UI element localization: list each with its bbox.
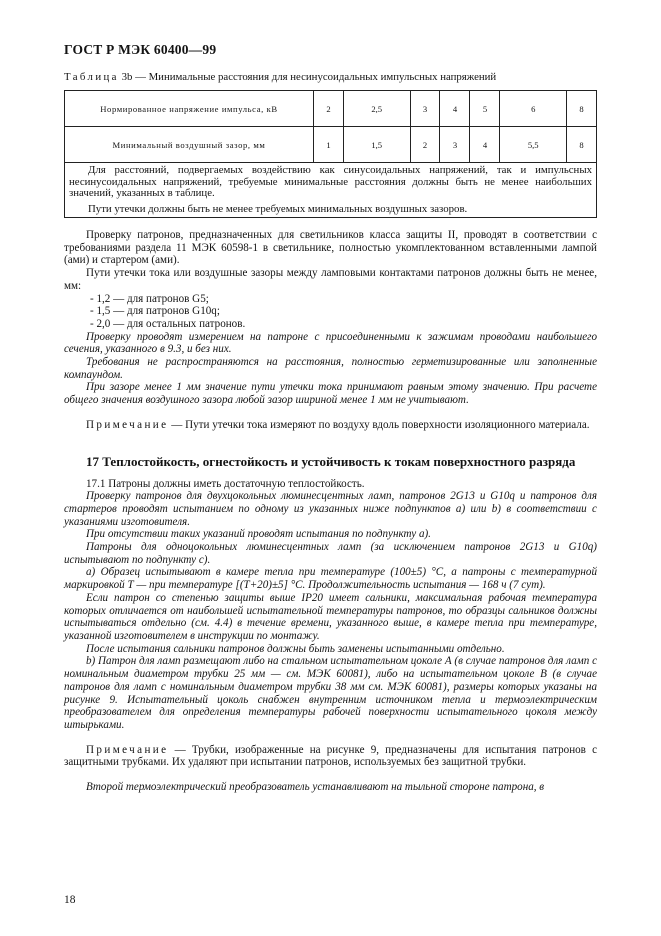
table-cell: 8 <box>566 127 596 163</box>
table-caption <box>64 71 496 83</box>
section-title: Теплостойкость, огнестойкость и устойчивость к токам поверхностного разряда <box>102 453 576 469</box>
paragraph: Проверку патронов, предназначенных для светильников класса защиты II, проводят в соответствии с требованиями раздела 11 МЭК 60598-1 в светильнике, полностью укомплектованном вставленными лампой (ами) и стартером (ами). <box>64 229 597 267</box>
table-caption-text: 3b — Минимальные расстояния для несинусоидальных импульсных напряжений <box>118 71 497 83</box>
note-label: Примечание <box>86 418 169 431</box>
table-cell: 4 <box>470 127 500 163</box>
note-label: Примечание <box>86 743 169 756</box>
document-body <box>64 229 597 794</box>
note <box>64 744 597 769</box>
table-row <box>65 91 597 127</box>
paragraph: Второй термоэлектрический преобразователь устанавливают на тыльной стороне патрона, в <box>86 781 545 794</box>
table-cell: 3 <box>440 127 470 163</box>
row-label: Нормированное напряжение импульса, кВ <box>65 91 314 127</box>
table-note <box>65 163 597 218</box>
table-cell: 3 <box>410 91 440 127</box>
paragraph: Требования не распространяются на расстояния, полностью герметизированные или заполненные компаундом. <box>64 356 597 381</box>
note-text: — Трубки, изображенные на рисунке 9, предназначены для испытания патронов с защитными трубками. Их удаляют при испытании патронов, используемых без защитной трубки. <box>64 743 597 769</box>
paragraph: После испытания сальники патронов должны быть заменены испытанными отдельно. <box>86 642 505 655</box>
paragraph: Пути утечки тока или воздушные зазоры между ламповыми контактами патронов должны быть не менее, мм: <box>64 267 597 292</box>
paragraph: b) Патрон для ламп размещают либо на стальном испытательном цоколе А (в случае патронов для ламп с номинальным диаметром трубки 25 мм — см. МЭК 60081), либо на испытательном цоколе В (в случае патронов для ламп с номинальным диаметром трубки 38 мм см. МЭК 60081), размеры которых указаны на рисунке 9. Испытательный цоколь снабжен внутренним источником тепла и термоэлектрическим преобразователем для определения температуры рабочей поверхности испытательного цоколя между штырьками. <box>64 655 597 731</box>
paragraph: При зазоре менее 1 мм значение пути утечки тока принимают равным этому значению. При расчете общего значения воздушного зазора любой зазор шириной менее 1 мм не учитывают. <box>64 381 597 407</box>
paragraph: Если патрон со степенью защиты выше IP20 имеет сальники, максимальная рабочая температура которых отличается от наибольшей испытательной температуры патронов, то образцы сальников должны испытываться отдельно (см. 4.4) в течение времени, указанного выше, в камере тепла при температуре, указанной изготовителем в инструкции по монтажу. <box>64 591 597 642</box>
table-note-row <box>65 163 597 218</box>
table-cell: 1,5 <box>343 127 410 163</box>
document-header: ГОСТ Р МЭК 60400—99 <box>64 42 217 57</box>
table-note-paragraph: Для расстояний, подвергаемых воздействию как синусоидальных напряжений, так и импульсных несинусоидальных напряжений, требуемые минимальные расстояния должны быть не менее наибольших значений, указанных в таблице. <box>69 164 592 200</box>
paragraph: При отсутствии таких указаний проводят испытания по подпункту а). <box>86 528 431 541</box>
note-text: — Пути утечки тока измеряют по воздуху вдоль поверхности изоляционного материала. <box>168 418 590 431</box>
table-row <box>65 127 597 163</box>
paragraph: Проверку патронов для двухцокольных люминесцентных ламп, патронов 2G13 и G10q и патронов для стартеров проводят испытанием по одному из указанных ниже подпунктов а) или b) в соответствии с указаниями изготовителя. <box>64 490 597 528</box>
paragraph: Патроны для одноцокольных люминесцентных ламп (за исключением патронов 2G13 и G10q) испытывают по подпункту с). <box>64 541 597 566</box>
list-item: - 1,2 — для патронов G5; <box>90 292 209 305</box>
table-cell: 5,5 <box>500 127 567 163</box>
list-item: - 2,0 — для остальных патронов. <box>90 317 246 330</box>
table-cell: 8 <box>566 91 596 127</box>
table-cell: 2,5 <box>343 91 410 127</box>
table-note-paragraph: Пути утечки должны быть не менее требуемых минимальных воздушных зазоров. <box>88 202 468 215</box>
paragraph: Проверку проводят измерением на патроне с присоединенными к зажимам проводами наибольшего сечения, указанного в 9.3, и без них. <box>64 330 597 356</box>
list-item: - 1,5 — для патронов G10q; <box>90 305 220 318</box>
table-cell: 6 <box>500 91 567 127</box>
paragraph: а) Образец испытывают в камере тепла при температуре (100±5) °С, а патроны с температурной маркировкой Т — при температуре [(Т+20)±5] °С. Продолжительность испытания — 168 ч (7 сут). <box>64 566 597 592</box>
table-cell: 2 <box>314 91 344 127</box>
table-cell: 1 <box>314 127 344 163</box>
table-cell: 4 <box>440 91 470 127</box>
table-cell: 5 <box>470 91 500 127</box>
table-caption-label: Таблица <box>64 71 119 83</box>
section-heading <box>64 454 597 469</box>
distances-table <box>64 90 597 218</box>
table-cell: 2 <box>410 127 440 163</box>
paragraph: 17.1 Патроны должны иметь достаточную теплостойкость. <box>86 477 365 490</box>
section-number: 17 <box>86 453 99 469</box>
note <box>64 419 597 432</box>
page-number: 18 <box>64 894 76 906</box>
row-label: Минимальный воздушный зазор, мм <box>65 127 314 163</box>
